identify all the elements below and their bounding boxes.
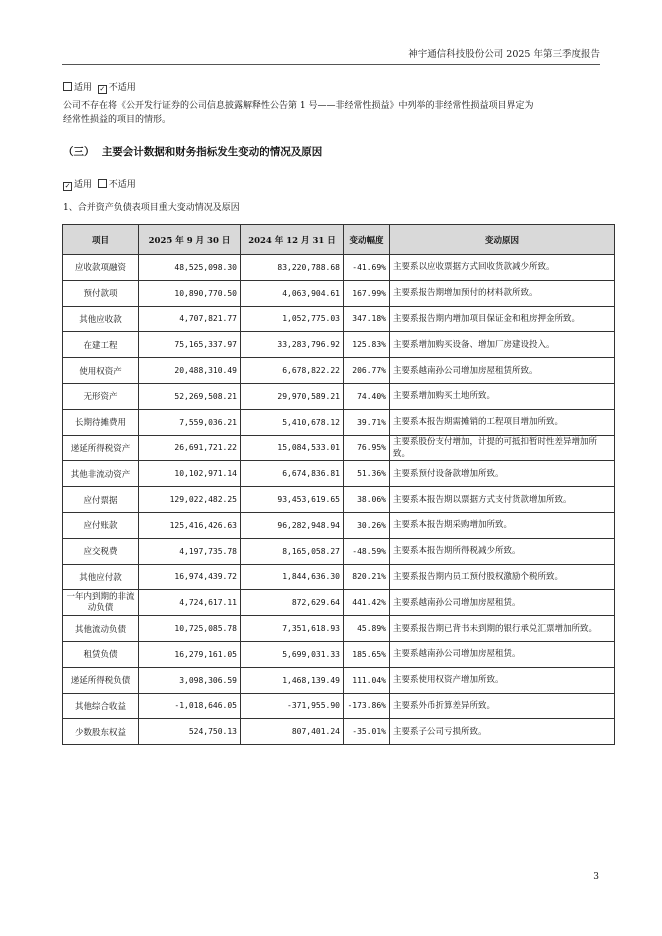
- cell-item: 其他应收款: [63, 306, 139, 332]
- checkbox-applicable[interactable]: ✓: [64, 182, 71, 190]
- cell-change-rate: 206.77%: [344, 358, 390, 384]
- section-number: （三）: [63, 146, 95, 158]
- table-row: [63, 616, 615, 642]
- header-2024-12-31: 2024 年 12 月 31 日: [241, 225, 344, 255]
- table-row: [63, 512, 615, 538]
- cell-2025-value: 125,416,426.63: [139, 512, 241, 538]
- applicable-label: 适用: [74, 83, 93, 93]
- cell-item: 应付票据: [63, 487, 139, 513]
- cell-change-reason: 主要系越南孙公司增加房屋租赁。: [390, 590, 615, 616]
- table-row: [63, 667, 615, 693]
- cell-item: 租赁负债: [63, 641, 139, 667]
- cell-change-reason: 主要系报告期内员工预付股权激励个税所致。: [390, 564, 615, 590]
- cell-2025-value: 4,724,617.11: [139, 590, 241, 616]
- applicability-check-top: [63, 80, 136, 94]
- cell-2025-value: 4,707,821.77: [139, 306, 241, 332]
- cell-2024-value: -371,955.90: [241, 693, 344, 719]
- cell-2024-value: 6,674,836.81: [241, 461, 344, 487]
- cell-2024-value: 8,165,058.27: [241, 538, 344, 564]
- cell-change-rate: -173.86%: [344, 693, 390, 719]
- cell-change-reason: 主要系子公司亏损所致。: [390, 719, 615, 745]
- cell-change-reason: 主要系越南孙公司增加房屋租赁所致。: [390, 358, 615, 384]
- cell-2024-value: 29,970,589.21: [241, 383, 344, 409]
- cell-change-reason: 主要系本报告期采购增加所致。: [390, 512, 615, 538]
- not-applicable-label: 不适用: [108, 180, 136, 190]
- cell-2024-value: 4,063,904.61: [241, 280, 344, 306]
- header-divider: [62, 64, 600, 65]
- cell-2024-value: 6,678,822.22: [241, 358, 344, 384]
- cell-2024-value: 83,220,788.68: [241, 255, 344, 281]
- header-change-rate: 变动幅度: [344, 225, 390, 255]
- cell-change-rate: -35.01%: [344, 719, 390, 745]
- table-row: [63, 332, 615, 358]
- cell-change-reason: 主要系使用权资产增加所致。: [390, 667, 615, 693]
- cell-change-reason: 主要系本报告期需摊销的工程项目增加所致。: [390, 409, 615, 435]
- table-row: [63, 461, 615, 487]
- cell-change-rate: 76.95%: [344, 435, 390, 461]
- cell-2024-value: 7,351,618.93: [241, 616, 344, 642]
- applicable-label: 适用: [74, 180, 93, 190]
- cell-2025-value: 524,750.13: [139, 719, 241, 745]
- cell-change-rate: 441.42%: [344, 590, 390, 616]
- cell-change-reason: 主要系报告期已背书未到期的银行承兑汇票增加所致。: [390, 616, 615, 642]
- cell-item: 应收款项融资: [63, 255, 139, 281]
- cell-2024-value: 93,453,619.65: [241, 487, 344, 513]
- cell-item: 其他非流动资产: [63, 461, 139, 487]
- cell-change-rate: 185.65%: [344, 641, 390, 667]
- table-row: [63, 358, 615, 384]
- section-title: 主要会计数据和财务指标发生变动的情况及原因: [101, 146, 323, 158]
- cell-2024-value: 15,084,533.01: [241, 435, 344, 461]
- checkbox-applicable[interactable]: [63, 82, 72, 91]
- cell-2025-value: 4,197,735.78: [139, 538, 241, 564]
- cell-item: 无形资产: [63, 383, 139, 409]
- cell-item: 递延所得税负债: [63, 667, 139, 693]
- page-number: 3: [593, 872, 599, 882]
- section-heading: [63, 144, 322, 159]
- cell-change-rate: 111.04%: [344, 667, 390, 693]
- table-row: [63, 693, 615, 719]
- cell-item: 预付款项: [63, 280, 139, 306]
- cell-2025-value: -1,018,646.05: [139, 693, 241, 719]
- cell-item: 其他应付款: [63, 564, 139, 590]
- cell-change-rate: 347.18%: [344, 306, 390, 332]
- table-row: [63, 641, 615, 667]
- cell-item: 递延所得税资产: [63, 435, 139, 461]
- cell-2024-value: 1,468,139.49: [241, 667, 344, 693]
- table-row: [63, 280, 615, 306]
- cell-2025-value: 26,691,721.22: [139, 435, 241, 461]
- cell-2024-value: 33,283,796.92: [241, 332, 344, 358]
- header-change-reason: 变动原因: [390, 225, 615, 255]
- table-row: [63, 435, 615, 461]
- applicability-check-section: [63, 177, 136, 191]
- cell-2025-value: 129,022,482.25: [139, 487, 241, 513]
- cell-change-reason: 主要系本报告期以票据方式支付货款增加所致。: [390, 487, 615, 513]
- cell-change-rate: 74.40%: [344, 383, 390, 409]
- cell-change-reason: 主要系报告期内增加项目保证金和租房押金所致。: [390, 306, 615, 332]
- cell-change-rate: 45.89%: [344, 616, 390, 642]
- table-row: [63, 409, 615, 435]
- table-row: [63, 383, 615, 409]
- cell-2025-value: 48,525,098.30: [139, 255, 241, 281]
- cell-item: 一年内到期的非流动负债: [63, 590, 139, 616]
- cell-2025-value: 16,279,161.05: [139, 641, 241, 667]
- table-row: [63, 564, 615, 590]
- cell-2025-value: 10,102,971.14: [139, 461, 241, 487]
- cell-item: 应付账款: [63, 512, 139, 538]
- cell-item: 使用权资产: [63, 358, 139, 384]
- cell-change-rate: -48.59%: [344, 538, 390, 564]
- cell-item: 在建工程: [63, 332, 139, 358]
- cell-2024-value: 1,052,775.03: [241, 306, 344, 332]
- table-row: [63, 538, 615, 564]
- report-header: 神宇通信科技股份公司 2025 年第三季度报告: [408, 49, 600, 60]
- cell-change-reason: 主要系越南孙公司增加房屋租赁。: [390, 641, 615, 667]
- table-row: [63, 590, 615, 616]
- table-row: [63, 487, 615, 513]
- cell-item: 其他综合收益: [63, 693, 139, 719]
- cell-2025-value: 7,559,036.21: [139, 409, 241, 435]
- cell-2025-value: 10,890,770.50: [139, 280, 241, 306]
- balance-sheet-changes-table: [62, 224, 615, 745]
- cell-item: 少数股东权益: [63, 719, 139, 745]
- table-header-row: [63, 225, 615, 255]
- cell-change-rate: 30.26%: [344, 512, 390, 538]
- cell-2025-value: 10,725,085.78: [139, 616, 241, 642]
- table-subtitle: 1、合并资产负债表项目重大变动情况及原因: [63, 203, 240, 213]
- cell-change-rate: 38.06%: [344, 487, 390, 513]
- cell-2025-value: 75,165,337.97: [139, 332, 241, 358]
- table-row: [63, 719, 615, 745]
- cell-2025-value: 52,269,508.21: [139, 383, 241, 409]
- checkbox-not-applicable[interactable]: [98, 179, 107, 188]
- cell-change-reason: 主要系增加购买土地所致。: [390, 383, 615, 409]
- cell-change-rate: 820.21%: [344, 564, 390, 590]
- cell-change-rate: 167.99%: [344, 280, 390, 306]
- cell-change-reason: 主要系本报告期所得税减少所致。: [390, 538, 615, 564]
- header-item: 项目: [63, 225, 139, 255]
- cell-item: 应交税费: [63, 538, 139, 564]
- cell-2024-value: 5,410,678.12: [241, 409, 344, 435]
- cell-change-rate: 39.71%: [344, 409, 390, 435]
- cell-change-reason: 主要系外币折算差异所致。: [390, 693, 615, 719]
- cell-2024-value: 807,401.24: [241, 719, 344, 745]
- cell-2024-value: 96,282,948.94: [241, 512, 344, 538]
- table-row: [63, 306, 615, 332]
- cell-item: 其他流动负债: [63, 616, 139, 642]
- cell-2024-value: 5,699,031.33: [241, 641, 344, 667]
- cell-2024-value: 872,629.64: [241, 590, 344, 616]
- cell-change-reason: 主要系增加购买设备、增加厂房建设投入。: [390, 332, 615, 358]
- table-row: [63, 255, 615, 281]
- cell-2025-value: 20,488,310.49: [139, 358, 241, 384]
- statement-line-1: 公司不存在将《公开发行证券的公司信息披露解释性公告第 1 号——非经常性损益》中列举的非经常性损益项目界定为: [63, 101, 534, 111]
- cell-2024-value: 1,844,636.30: [241, 564, 344, 590]
- cell-change-rate: -41.69%: [344, 255, 390, 281]
- cell-2025-value: 16,974,439.72: [139, 564, 241, 590]
- cell-change-reason: 主要系报告期增加预付的材料款所致。: [390, 280, 615, 306]
- cell-change-rate: 125.83%: [344, 332, 390, 358]
- cell-item: 长期待摊费用: [63, 409, 139, 435]
- cell-change-reason: 主要系以应收票据方式回收货款减少所致。: [390, 255, 615, 281]
- not-applicable-label: 不适用: [108, 83, 136, 93]
- checkbox-not-applicable[interactable]: ✓: [99, 85, 106, 93]
- cell-2025-value: 3,098,306.59: [139, 667, 241, 693]
- cell-change-reason: 主要系预付设备款增加所致。: [390, 461, 615, 487]
- cell-change-rate: 51.36%: [344, 461, 390, 487]
- header-2025-09-30: 2025 年 9 月 30 日: [139, 225, 241, 255]
- statement-line-2: 经常性损益的项目的情形。: [63, 115, 172, 125]
- cell-change-reason: 主要系股份支付增加，计提的可抵扣暂时性差异增加所致。: [390, 435, 615, 461]
